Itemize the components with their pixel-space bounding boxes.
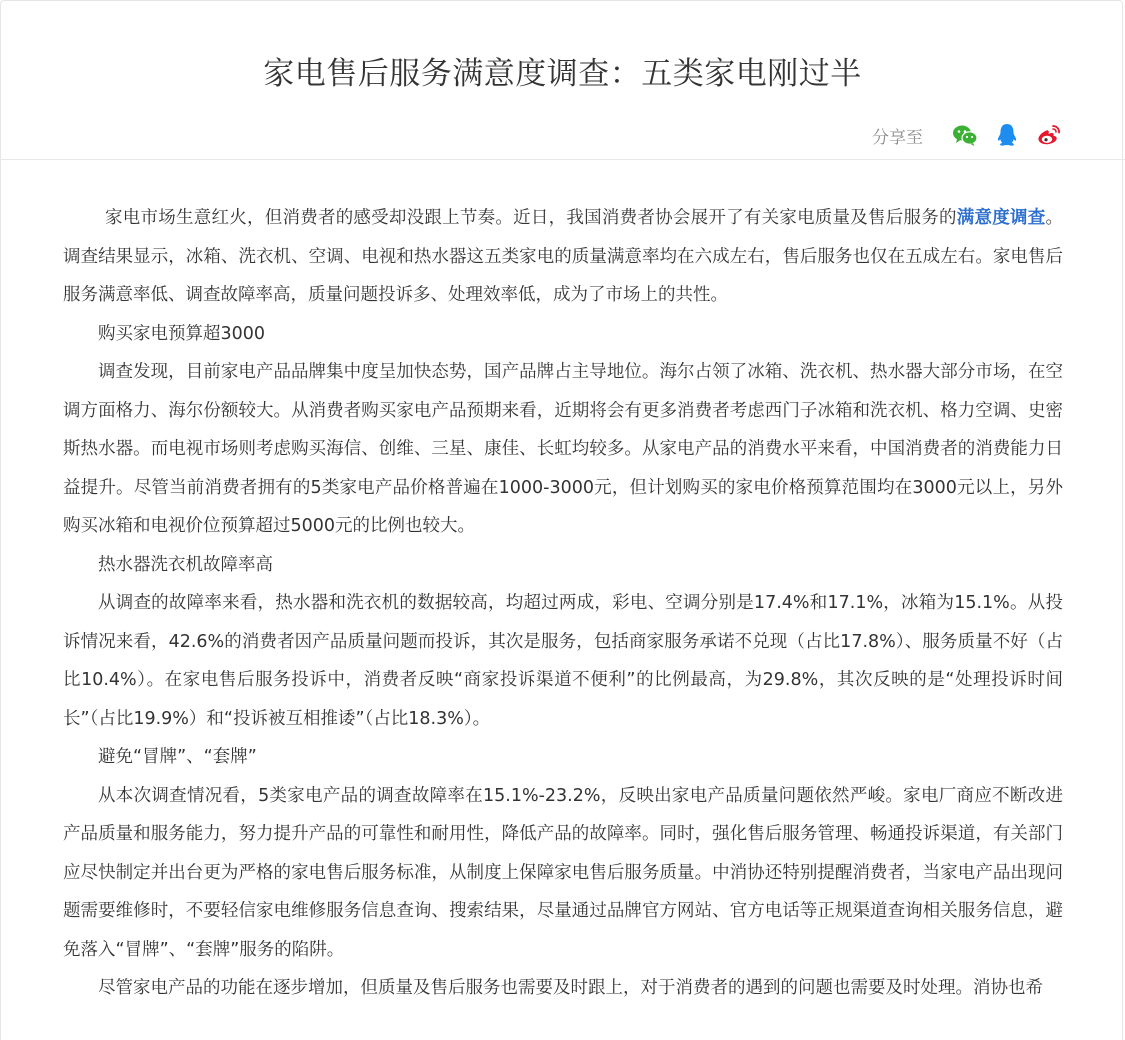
- paragraph-text: 家电市场生意红火，但消费者的感受却没跟上节奏。近日，我国消费者协会展开了有关家电质量及售后服务的: [105, 208, 957, 228]
- share-bar: [872, 120, 1063, 150]
- article-body: [63, 199, 1063, 1008]
- wechat-icon[interactable]: [951, 121, 979, 149]
- article-title: 家电售后服务满意度调查：五类家电刚过半: [263, 56, 862, 92]
- weibo-icon[interactable]: [1035, 121, 1063, 149]
- article-paragraph: 尽管家电产品的功能在逐步增加，但质量及售后服务也需要及时跟上，对于消费者的遇到的问题也需要及时处理。消协也希: [98, 978, 1043, 998]
- article-header: [0, 0, 1125, 160]
- article-paragraph: 调查发现，目前家电产品品牌集中度呈加快态势，国产品牌占主导地位。海尔占领了冰箱、洗衣机、热水器大部分市场，在空调方面格力、海尔份额较大。从消费者购买家电产品预期来看，近期将会有更多消费者考虑西门子冰箱和洗衣机、格力空调、史密斯热水器。而电视市场则考虑购买海信、创维、三星、康佳、长虹均较多。从家电产品的消费水平来看，中国消费者的消费能力日益提升。尽管当前消费者拥有的5类家电产品价格普遍在1000-3000元，但计划购买的家电价格预算范围均在3000元以上，另外购买冰箱和电视价位预算超过5000元的比例也较大。: [63, 362, 1063, 536]
- section-heading: 避免“冒牌”、“套牌”: [98, 747, 257, 767]
- paragraph-text: 。调查结果显示，冰箱、洗衣机、空调、电视和热水器这五类家电的质量满意率均在六成左右，售后服务也仅在五成左右。家电售后服务满意率低、调查故障率高，质量问题投诉多、处理效率低，成为了市场上的共性。: [63, 208, 1064, 305]
- article-paragraph: 从本次调查情况看，5类家电产品的调查故障率在15.1%-23.2%，反映出家电产品质量问题依然严峻。家电厂商应不断改进产品质量和服务能力，努力提升产品的可靠性和耐用性，降低产品的故障率。同时，强化售后服务管理、畅通投诉渠道，有关部门应尽快制定并出台更为严格的家电售后服务标准，从制度上保障家电售后服务质量。中消协还特别提醒消费者，当家电产品出现问题需要维修时，不要轻信家电维修服务信息查询、搜索结果，尽量通过品牌官方网站、官方电话等正规渠道查询相关服务信息，避免落入“冒牌”、“套牌”服务的陷阱。: [63, 785, 1063, 960]
- qq-icon[interactable]: [993, 121, 1021, 149]
- article-paragraph: [63, 199, 1063, 315]
- section-heading: 热水器洗衣机故障率高: [98, 554, 273, 575]
- section-heading: 购买家电预算超3000: [98, 323, 266, 344]
- satisfaction-survey-link[interactable]: 满意度调查: [956, 208, 1046, 228]
- article-paragraph: 从调查的故障率来看，热水器和洗衣机的数据较高，均超过两成，彩电、空调分别是17.4%和17.1%，冰箱为15.1%。从投诉情况来看，42.6%的消费者因产品质量问题而投诉，其次是服务，包括商家服务承诺不兑现（占比17.8%）、服务质量不好（占比10.4%）。在家电售后服务投诉中，消费者反映“商家投诉渠道不便利”的比例最高，为29.8%，其次反映的是“处理投诉时间长”（占比19.9%）和“投诉被互相推诿”（占比18.3%）。: [63, 593, 1063, 729]
- share-label: 分享至: [872, 127, 923, 148]
